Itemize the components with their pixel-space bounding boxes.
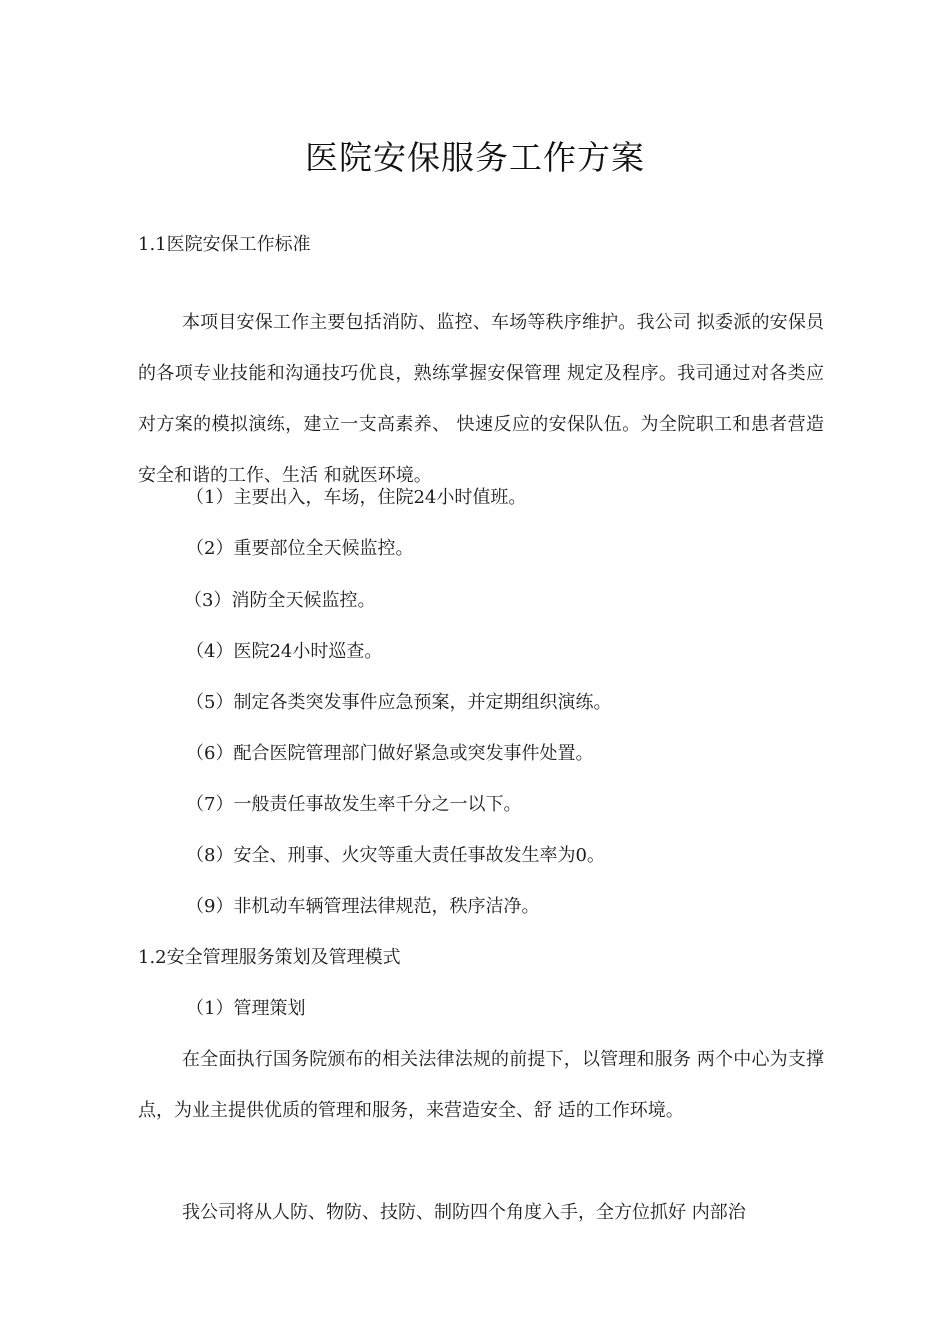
section-2-paragraph-2: 我公司将从人防、物防、技防、制防四个角度入手，全方位抓好 内部治 [182,1202,746,1223]
list-item: （7）一般责任事故发生率千分之一以下。 [186,794,522,815]
list-item: （8）安全、刑事、火灾等重大责任事故发生率为0。 [186,845,605,866]
list-item: （6）配合医院管理部门做好紧急或突发事件处置。 [186,743,594,764]
section-heading-1-1: 1.1医院安保工作标准 [138,234,311,255]
list-item: （3）消防全天候监控。 [184,590,376,611]
page-title: 医院安保服务工作方案 [305,138,645,177]
list-item: （4）医院24小时巡查。 [186,641,383,662]
list-item: （1）主要出入，车场，住院24小时值班。 [186,487,527,508]
list-item: （9）非机动车辆管理法律规范，秩序洁净。 [186,896,540,917]
sub-heading-management-planning: （1）管理策划 [186,998,306,1019]
list-item: （5）制定各类突发事件应急预案，并定期组织演练。 [186,692,612,713]
section-1-intro-paragraph: 本项目安保工作主要包括消防、监控、车场等秩序维护。我公司 拟委派的安保员的各项专业技能和沟通技巧优良，熟练掌握安保管理 规定及程序。我司通过对各类应对方案的模拟演练，建立一支高素养、 快速反应的安保队伍。为全院职工和患者营造安全和谐的工作、生活 和就医环境。 [138,312,824,486]
section-2-paragraph-1: 在全面执行国务院颁布的相关法律法规的前提下，以管理和服务 两个中心为支撑点，为业主提供优质的管理和服务，来营造安全、舒 适的工作环境。 [138,1049,824,1121]
list-item: （2）重要部位全天候监控。 [186,538,414,559]
section-heading-1-2: 1.2安全管理服务策划及管理模式 [138,947,401,968]
